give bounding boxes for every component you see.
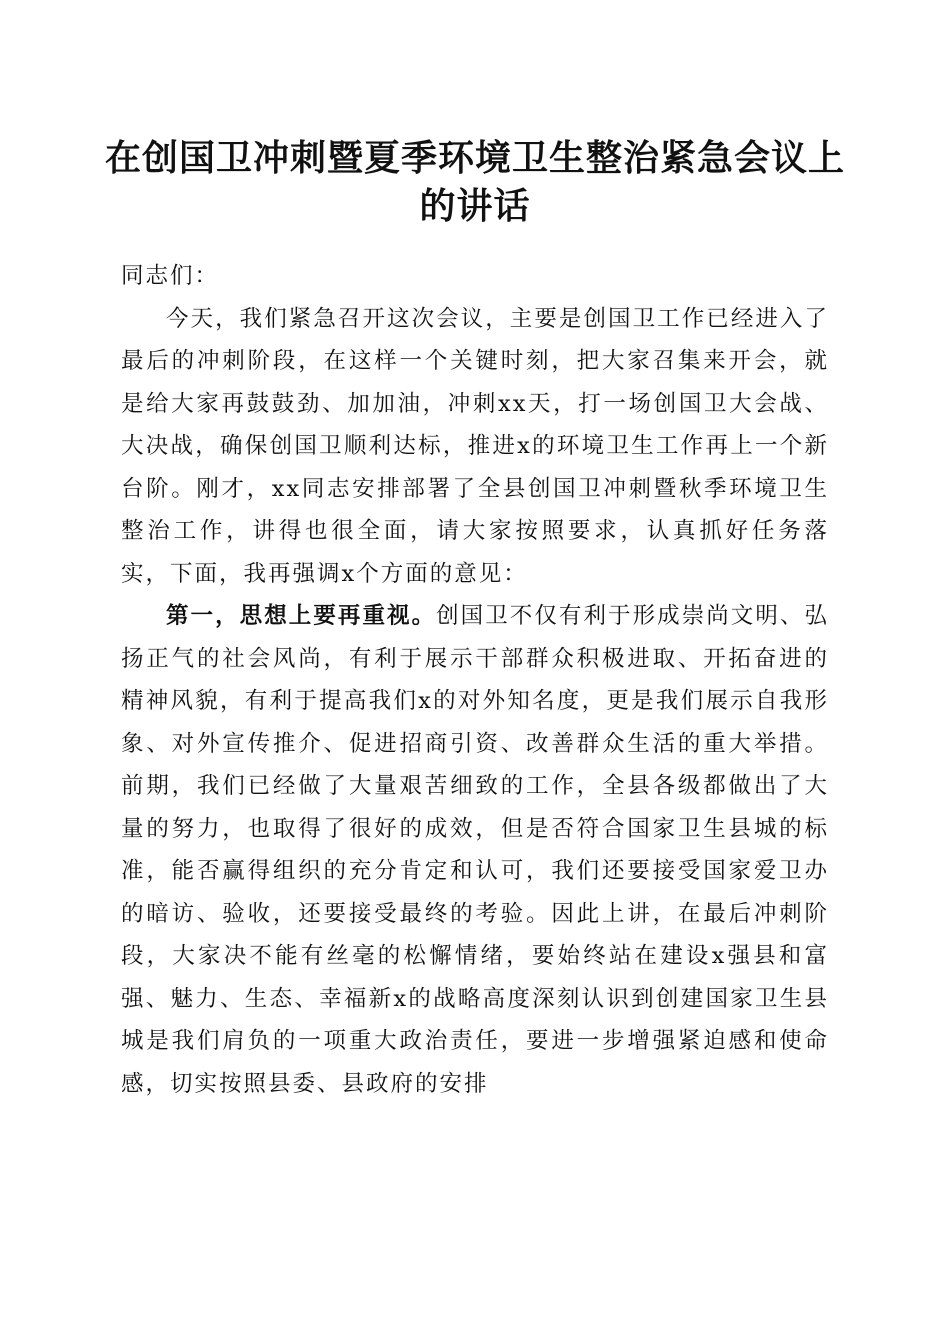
salutation: 同志们： (121, 263, 220, 289)
page-title: 在创国卫冲刺暨夏季环境卫生整治紧急会议上的讲话 (104, 137, 845, 227)
paragraph-intro: 今天，我们紧急召开这次会议，主要是创国卫工作已经进入了最后的冲刺阶段，在这样一个关键时刻，把大家召集来开会，就是给大家再鼓鼓劲、加加油，冲刺xx天，打一场创国卫大会战、大决战，确保创国卫顺利达标，推进x的环境卫生工作再上一个新台阶。刚才，xx同志安排部署了全县创国卫冲刺暨秋季环境卫生整治工作，讲得也很全面，请大家按照要求，认真抓好任务落实，下面，我再强调x个方面的意见： (121, 305, 829, 587)
paragraph-body-text: 创国卫不仅有利于形成崇尚文明、弘扬正气的社会风尚，有利于展示干部群众积极进取、开拓奋进的精神风貌，有利于提高我们x的对外知名度，更是我们展示自我形象、对外宣传推介、促进招商引资、改善群众生活的重大举措。前期，我们已经做了大量艰苦细致的工作，全县各级都做出了大量的努力，也取得了很好的成效，但是否符合国家卫生县城的标准，能否赢得组织的充分肯定和认可，我们还要接受国家爱卫办的暗访、验收，还要接受最终的考验。因此上讲，在最后冲刺阶段，大家决不能有丝毫的松懈情绪，要始终站在建设x强县和富强、魅力、生态、幸福新x的战略高度深刻认识到创建国家卫生县城是我们肩负的一项重大政治责任，要进一步增强紧迫感和使命感，切实按照县委、县政府的安排 (121, 603, 829, 1097)
paragraph-first-point (121, 595, 829, 1105)
paragraph-lead-heading: 第一，思想上要再重视。 (166, 603, 437, 629)
document-body (121, 255, 829, 1105)
